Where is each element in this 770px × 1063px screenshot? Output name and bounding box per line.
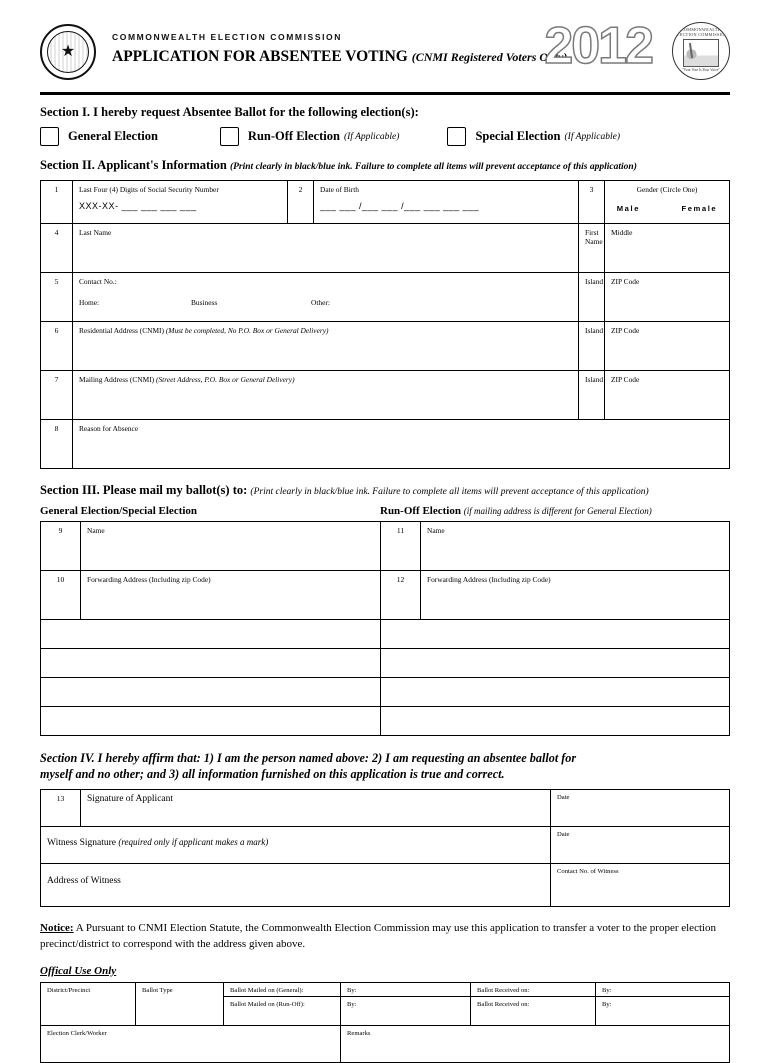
note-runoff-election: (If Applicable) (343, 131, 400, 142)
table-row (41, 982, 730, 996)
section-3-heading (40, 483, 730, 498)
field-date-of-birth[interactable] (314, 181, 579, 224)
year-watermark: 2012 (544, 17, 652, 75)
label-contact-number: Contact No.: (79, 277, 117, 286)
field-ballot-received-general[interactable] (471, 982, 596, 996)
label-zip-contact: ZIP Code (611, 277, 640, 286)
row-number-1: 1 (41, 181, 73, 224)
form-header (40, 18, 730, 88)
label-general-name: Name (87, 526, 105, 535)
section-3-column-heads (40, 505, 730, 517)
row-number-5: 5 (41, 273, 73, 322)
row-number-11: 11 (381, 522, 421, 571)
section-4-line-2: myself and no other; and 3) all information furnished on this application is true and correct. (40, 767, 505, 782)
label-general-forwarding-address: Forwarding Address (Including zip Code) (87, 575, 211, 584)
field-contact-number[interactable] (73, 273, 579, 322)
header-divider (40, 92, 730, 95)
gender-female[interactable]: Female (681, 204, 718, 213)
commission-seal-icon: ★ (40, 24, 96, 80)
value-date-of-birth: ___ ___ /___ ___ /___ ___ ___ ___ (320, 201, 480, 211)
field-zip-residential[interactable] (605, 322, 730, 371)
table-row (41, 863, 730, 906)
label-signature-of-applicant: Signature of Applicant (87, 793, 174, 804)
label-ballot-mailed-general: Ballot Mailed on (General): (230, 986, 304, 994)
section-4-line-1: Section IV. I hereby affirm that: 1) I am the person named above: 2) I am requesting an absentee ballot for (40, 751, 577, 765)
checkbox-general-election[interactable] (40, 127, 59, 146)
page-title (112, 48, 567, 66)
table-row (41, 371, 730, 420)
header-text (112, 32, 567, 66)
label-ballot-mailed-runoff: Ballot Mailed on (Run-Off): (230, 1000, 305, 1008)
label-first-name: First Name (585, 228, 603, 246)
commission-name: COMMONWEALTH ELECTION COMMISSION (112, 32, 343, 42)
official-use-table (40, 982, 730, 1063)
label-runoff-name: Name (427, 526, 445, 535)
logo-illustration (683, 39, 719, 67)
row-number-2: 2 (288, 181, 314, 224)
label-other-phone: Other: (311, 298, 330, 307)
field-general-forwarding-address[interactable] (81, 571, 381, 620)
label-reason-for-absence: Reason for Absence (79, 424, 139, 433)
applicant-information-table (40, 180, 730, 469)
table-row (41, 649, 730, 678)
field-witness-date[interactable] (551, 826, 730, 863)
field-address-of-witness[interactable] (41, 863, 551, 906)
label-ssn: Last Four (4) Digits of Social Security Number (79, 185, 219, 194)
label-address-of-witness: Address of Witness (47, 875, 121, 886)
table-row (41, 181, 730, 224)
label-mailed-runoff-by: By: (347, 1000, 357, 1008)
label-signature-date: Date (557, 793, 570, 801)
label-general-election: General Election (68, 129, 158, 143)
label-last-name: Last Name (79, 228, 112, 237)
label-gender: Gender (Circle One) (636, 185, 698, 194)
field-signature-date[interactable] (551, 789, 730, 826)
label-remarks: Remarks (347, 1029, 371, 1037)
field-first-name[interactable] (579, 224, 605, 273)
note-special-election: (If Applicable) (564, 131, 621, 142)
field-residential-address[interactable] (73, 322, 579, 371)
label-runoff-election: Run-Off Election (247, 129, 340, 143)
gender-male[interactable]: Male (616, 204, 641, 213)
field-zip-mailing[interactable] (605, 371, 730, 420)
section-4-heading (40, 750, 730, 783)
field-middle-name[interactable] (605, 224, 730, 273)
table-row (41, 678, 730, 707)
label-island-mailing: Island (585, 375, 604, 384)
field-mailed-runoff-by[interactable] (341, 996, 471, 1025)
table-row (41, 789, 730, 826)
row-number-4: 4 (41, 224, 73, 273)
row-number-8: 8 (41, 420, 73, 469)
label-business-phone: Business (191, 298, 218, 307)
section-3-title: Section III. Please mail my ballot(s) to: (40, 483, 248, 497)
label-special-election: Special Election (475, 129, 561, 143)
label-ballot-received-general: Ballot Received on: (477, 986, 530, 994)
label-date-of-birth: Date of Birth (320, 185, 359, 194)
label-island-contact: Island (585, 277, 604, 286)
row-number-9: 9 (41, 522, 81, 571)
label-runoff-forwarding-address: Forwarding Address (Including zip Code) (427, 575, 551, 584)
field-ballot-mailed-runoff[interactable] (224, 996, 341, 1025)
table-row (41, 1025, 730, 1062)
field-received-general-by[interactable] (596, 982, 730, 996)
field-runoff-blank-4[interactable] (381, 707, 730, 736)
label-middle-name: Middle (611, 228, 633, 237)
field-runoff-blank-1[interactable] (381, 620, 730, 649)
label-zip-residential: ZIP Code (611, 326, 640, 335)
page-title-sub: (CNMI Registered Voters Only) (411, 50, 568, 64)
row-number-7: 7 (41, 371, 73, 420)
field-runoff-blank-2[interactable] (381, 649, 730, 678)
row-number-12: 12 (381, 571, 421, 620)
table-row (41, 620, 730, 649)
label-received-general-by: By: (602, 986, 612, 994)
row-number-6: 6 (41, 322, 73, 371)
option-special-election[interactable] (447, 127, 620, 146)
section-2-heading (40, 158, 730, 173)
field-island-mailing[interactable] (579, 371, 605, 420)
field-witness-contact[interactable] (551, 863, 730, 906)
section-1-heading: Section I. I hereby request Absentee Ballot for the following election(s): (40, 105, 419, 119)
field-ssn[interactable] (73, 181, 288, 224)
field-election-clerk-worker[interactable] (41, 1025, 341, 1062)
head-general-special: General Election/Special Election (40, 505, 198, 517)
table-row (41, 420, 730, 469)
field-last-name[interactable] (73, 224, 579, 273)
section-2-title: Section II. Applicant's Information (40, 158, 227, 172)
label-mailing-address: Mailing Address (CNMI) (Street Address, P.O. Box or General Delivery) (79, 375, 295, 384)
label-residential-address: Residential Address (CNMI) (Must be completed, No P.O. Box or General Delivery) (79, 326, 329, 335)
notice-text (40, 921, 730, 953)
affirmation-table (40, 789, 730, 907)
label-mailed-general-by: By: (347, 986, 357, 994)
option-runoff-election[interactable] (220, 127, 400, 146)
field-runoff-name[interactable] (421, 522, 730, 571)
logo-bottom-text: "Your Vote Is Your Voice" (682, 68, 720, 72)
page-title-main: APPLICATION FOR ABSENTEE VOTING (112, 48, 408, 65)
table-row (41, 707, 730, 736)
field-general-blank-3[interactable] (41, 678, 381, 707)
official-use-heading: Offical Use Only (40, 964, 117, 977)
field-runoff-forwarding-address[interactable] (421, 571, 730, 620)
label-witness-contact: Contact No. of Witness (557, 867, 619, 875)
label-election-clerk-worker: Election Clerk/Worker (47, 1029, 107, 1037)
value-ssn: XXX-XX- ___ ___ ___ ___ (79, 201, 197, 211)
checkbox-runoff-election[interactable] (220, 127, 239, 146)
field-general-blank-1[interactable] (41, 620, 381, 649)
field-ballot-type[interactable] (136, 982, 224, 1025)
label-ballot-received-runoff: Ballot Received on: (477, 1000, 530, 1008)
field-remarks[interactable] (341, 1025, 730, 1062)
table-row (41, 522, 730, 571)
field-mailed-general-by[interactable] (341, 982, 471, 996)
field-witness-signature[interactable] (41, 826, 551, 863)
label-district-precinct: District/Precinct (47, 986, 91, 994)
mailing-table (40, 521, 730, 736)
field-general-blank-4[interactable] (41, 707, 381, 736)
table-row (41, 273, 730, 322)
field-island-residential[interactable] (579, 322, 605, 371)
table-row (41, 826, 730, 863)
table-row (41, 322, 730, 371)
section-2-note: (Print clearly in black/blue ink. Failure to complete all items will prevent acceptance of this application) (229, 162, 637, 172)
field-ballot-received-runoff[interactable] (471, 996, 596, 1025)
field-signature-of-applicant[interactable] (81, 789, 551, 826)
label-ballot-type: Ballot Type (142, 986, 173, 994)
table-row (41, 224, 730, 273)
label-received-runoff-by: By: (602, 1000, 612, 1008)
field-mailing-address[interactable] (73, 371, 579, 420)
field-general-blank-2[interactable] (41, 649, 381, 678)
label-home-phone: Home: (79, 298, 100, 307)
field-island-contact[interactable] (579, 273, 605, 322)
commission-logo-icon (672, 22, 730, 80)
label-witness-date: Date (557, 830, 570, 838)
row-number-3: 3 (579, 181, 605, 224)
checkbox-special-election[interactable] (447, 127, 466, 146)
field-district-precinct[interactable] (41, 982, 136, 1025)
notice-body: A Pursuant to CNMI Election Statute, the Commonwealth Election Commission may use this application to transfer a voter to the proper election precinct/district to correspond with the address given above. (40, 921, 717, 950)
table-row (41, 571, 730, 620)
row-number-13: 13 (41, 789, 81, 826)
label-witness-signature: Witness Signature (required only if applicant makes a mark) (47, 836, 269, 848)
field-runoff-blank-3[interactable] (381, 678, 730, 707)
label-zip-mailing: ZIP Code (611, 375, 640, 384)
option-general-election[interactable] (40, 127, 158, 146)
field-gender[interactable] (605, 181, 730, 224)
head-runoff: Run-Off Election (if mailing address is different for General Election) (380, 505, 652, 517)
field-reason-for-absence[interactable] (73, 420, 730, 469)
row-number-10: 10 (41, 571, 81, 620)
logo-top-text: COMMONWEALTH ELECTION COMMISSION (674, 27, 728, 37)
notice-label: Notice: (40, 921, 74, 934)
field-ballot-mailed-general[interactable] (224, 982, 341, 996)
label-island-residential: Island (585, 326, 604, 335)
field-general-name[interactable] (81, 522, 381, 571)
section-3-note: (Print clearly in black/blue ink. Failure to complete all items will prevent acceptance of this application) (250, 487, 649, 497)
election-options (40, 127, 730, 146)
field-received-runoff-by[interactable] (596, 996, 730, 1025)
field-zip-contact[interactable] (605, 273, 730, 322)
gender-options[interactable] (611, 204, 723, 213)
